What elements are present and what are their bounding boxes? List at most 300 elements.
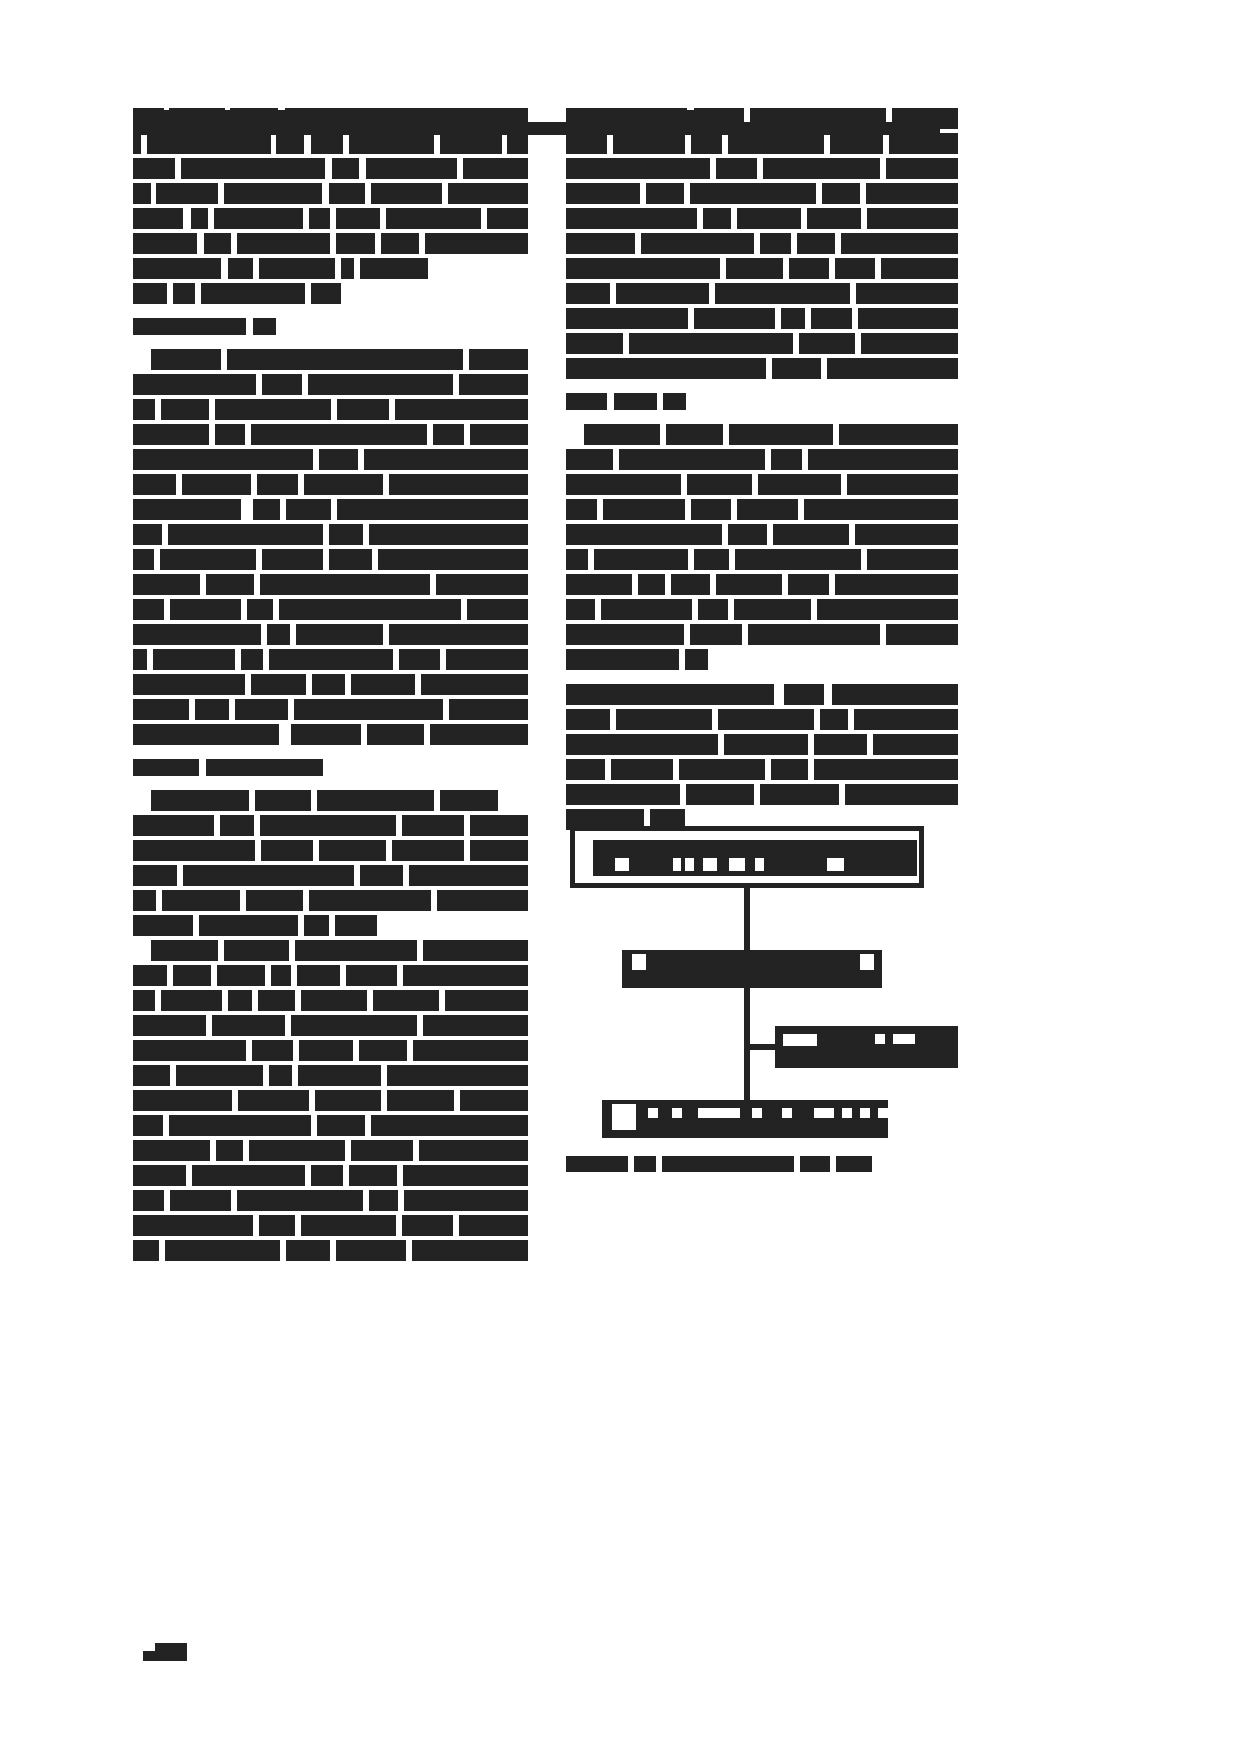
- text-line: [566, 158, 958, 179]
- redacted-word: [616, 283, 709, 304]
- redacted-word: [309, 208, 330, 229]
- redacted-word: [861, 333, 958, 354]
- redacted-word: [214, 208, 303, 229]
- redacted-word: [459, 374, 528, 395]
- figure-caption: [566, 1156, 958, 1172]
- redacted-word: [789, 258, 829, 279]
- text-line: [133, 424, 528, 445]
- redacted-word: [151, 349, 221, 370]
- redacted-word: [251, 674, 306, 695]
- redacted-word: [814, 734, 867, 755]
- text-line: [566, 759, 958, 780]
- redacted-word: [685, 649, 708, 670]
- redacted-word: [858, 308, 958, 329]
- redacted-word: [192, 1165, 305, 1186]
- text-line: [133, 183, 528, 204]
- redacted-word: [162, 890, 240, 911]
- redacted-word: [423, 1015, 528, 1036]
- redacted-word: [259, 1215, 295, 1236]
- redacted-word: [566, 283, 610, 304]
- connector-1-2: [744, 888, 750, 950]
- text-line: [133, 108, 528, 129]
- redacted-word: [566, 449, 613, 470]
- redacted-word: [336, 1240, 406, 1261]
- redacted-word: [373, 990, 439, 1011]
- redacted-word: [168, 524, 323, 545]
- left-text-column: [133, 108, 528, 1275]
- body-paragraph: [133, 349, 528, 745]
- redacted-word: [835, 574, 958, 595]
- redacted-word: [133, 1240, 159, 1261]
- redacted-word: [691, 499, 731, 520]
- text-line: [566, 233, 958, 254]
- redacted-word: [133, 318, 246, 335]
- redacted-word: [781, 308, 805, 329]
- redacted-word: [359, 1040, 407, 1061]
- redacted-word: [279, 599, 461, 620]
- redacted-word: [460, 1090, 528, 1111]
- redacted-word: [763, 158, 880, 179]
- redacted-word: [276, 133, 304, 154]
- redacted-word: [601, 599, 692, 620]
- redacted-word: [133, 474, 176, 495]
- redacted-word: [246, 890, 303, 911]
- redacted-word: [698, 599, 728, 620]
- text-line: [133, 699, 528, 720]
- redacted-word: [663, 393, 686, 410]
- redacted-word: [336, 208, 380, 229]
- redacted-word: [329, 549, 372, 570]
- redacted-word: [351, 1140, 413, 1161]
- redacted-word: [729, 424, 833, 445]
- label-word-gap: [783, 1034, 817, 1046]
- redacted-word: [173, 283, 195, 304]
- redacted-word: [566, 333, 623, 354]
- redacted-word: [404, 1190, 528, 1211]
- redacted-word: [133, 158, 175, 179]
- redacted-word: [814, 759, 958, 780]
- heading-line: [566, 393, 958, 410]
- redacted-word: [237, 233, 330, 254]
- redacted-word: [315, 1090, 381, 1111]
- redacted-word: [737, 499, 798, 520]
- redacted-word: [199, 915, 298, 936]
- text-line: [566, 574, 958, 595]
- redacted-word: [133, 283, 167, 304]
- redacted-word: [237, 1190, 363, 1211]
- redacted-word: [133, 133, 141, 154]
- redacted-word: [329, 183, 365, 204]
- redacted-word: [133, 183, 151, 204]
- redacted-word: [873, 734, 958, 755]
- text-line: [566, 499, 958, 520]
- redacted-word: [366, 158, 457, 179]
- redacted-word: [133, 574, 200, 595]
- redacted-word: [839, 424, 958, 445]
- redacted-word: [430, 724, 528, 745]
- redacted-word: [257, 474, 298, 495]
- redacted-word: [467, 599, 528, 620]
- redacted-word: [470, 840, 528, 861]
- redacted-word: [403, 1165, 528, 1186]
- redacted-word: [170, 1190, 231, 1211]
- text-line: [133, 1165, 528, 1186]
- text-line: [566, 108, 958, 129]
- redacted-word: [133, 549, 154, 570]
- text-line: [133, 1215, 528, 1236]
- redacted-word: [566, 158, 710, 179]
- redacted-word: [224, 183, 322, 204]
- redacted-word: [133, 1165, 186, 1186]
- redacted-word: [262, 374, 302, 395]
- redacted-word: [646, 183, 684, 204]
- text-line: [133, 990, 528, 1011]
- redacted-word: [224, 940, 289, 961]
- redacted-word: [151, 940, 218, 961]
- text-line: [566, 133, 958, 154]
- redacted-word: [830, 133, 883, 154]
- label-word-gap: [612, 1104, 636, 1130]
- redacted-word: [433, 424, 464, 445]
- redacted-word: [448, 183, 528, 204]
- redacted-word: [619, 449, 765, 470]
- redacted-word: [613, 133, 685, 154]
- redacted-word: [133, 624, 261, 645]
- redacted-word: [206, 574, 254, 595]
- redacted-word: [156, 183, 218, 204]
- body-paragraph: [133, 108, 528, 304]
- redacted-word: [267, 624, 290, 645]
- redacted-word: [260, 815, 396, 836]
- label-word-gap: [842, 1108, 852, 1118]
- redacted-word: [387, 1090, 454, 1111]
- text-line: [133, 674, 528, 695]
- text-line: [566, 474, 958, 495]
- redacted-word: [133, 990, 155, 1011]
- redacted-word: [784, 684, 824, 705]
- text-line: [133, 258, 528, 279]
- redacted-word: [364, 449, 528, 470]
- redacted-word: [726, 258, 783, 279]
- redacted-word: [133, 424, 209, 445]
- text-line: [133, 1015, 528, 1036]
- figure-caption-redaction: [800, 1156, 830, 1172]
- redacted-word: [133, 258, 221, 279]
- redacted-word: [772, 358, 821, 379]
- redacted-word: [317, 790, 434, 811]
- label-word-gap: [648, 1108, 658, 1118]
- text-line: [133, 1240, 528, 1261]
- body-paragraph: [566, 684, 958, 830]
- label-word-gap: [860, 1108, 870, 1118]
- redacted-word: [687, 474, 752, 495]
- redacted-word: [241, 649, 263, 670]
- redacted-word: [133, 1140, 210, 1161]
- redacted-word: [212, 1015, 285, 1036]
- redacted-word: [750, 108, 886, 129]
- redacted-word: [827, 358, 958, 379]
- redacted-word: [437, 890, 528, 911]
- text-line: [133, 574, 528, 595]
- redacted-word: [161, 990, 222, 1011]
- redacted-word: [470, 815, 528, 836]
- text-line: [566, 358, 958, 379]
- label-word-gap: [752, 1108, 762, 1118]
- redacted-word: [616, 709, 712, 730]
- text-line: [133, 1140, 528, 1161]
- redacted-word: [594, 549, 688, 570]
- text-line: [566, 208, 958, 229]
- redacted-word: [788, 574, 829, 595]
- redacted-word: [329, 524, 363, 545]
- redacted-word: [886, 158, 958, 179]
- redacted-word: [260, 574, 430, 595]
- text-line: [133, 965, 528, 986]
- redacted-word: [133, 449, 313, 470]
- text-line: [133, 524, 528, 545]
- redacted-word: [332, 158, 359, 179]
- redacted-word: [694, 308, 775, 329]
- redacted-word: [253, 499, 280, 520]
- redacted-word: [319, 449, 358, 470]
- text-line: [133, 208, 528, 229]
- redacted-word: [817, 599, 958, 620]
- redacted-word: [638, 574, 665, 595]
- redacted-word: [566, 684, 774, 705]
- redacted-word: [133, 208, 183, 229]
- node-4: [602, 1100, 888, 1138]
- redacted-word: [286, 1240, 330, 1261]
- redacted-word: [566, 649, 679, 670]
- redacted-word: [425, 233, 528, 254]
- redacted-word: [269, 649, 393, 670]
- text-line: [133, 724, 528, 745]
- text-line: [566, 524, 958, 545]
- text-line: [566, 684, 958, 705]
- label-word-gap: [827, 858, 844, 871]
- redacted-word: [566, 524, 722, 545]
- redacted-word: [133, 374, 256, 395]
- redacted-word: [566, 233, 635, 254]
- redacted-word: [216, 1140, 243, 1161]
- redacted-word: [215, 424, 245, 445]
- text-line: [133, 649, 528, 670]
- text-line: [566, 709, 958, 730]
- redacted-word: [566, 709, 610, 730]
- redacted-word: [822, 183, 860, 204]
- redacted-word: [133, 724, 279, 745]
- text-line: [566, 784, 958, 805]
- right-text-column: [566, 108, 958, 844]
- redacted-word: [133, 1115, 163, 1136]
- redacted-word: [133, 865, 177, 886]
- redacted-word: [889, 133, 958, 154]
- redacted-word: [360, 258, 428, 279]
- redacted-word: [269, 1065, 292, 1086]
- redacted-word: [566, 499, 597, 520]
- redacted-word: [381, 233, 419, 254]
- redacted-word: [421, 674, 528, 695]
- redacted-word: [566, 734, 718, 755]
- redacted-word: [230, 108, 278, 129]
- redacted-word: [133, 815, 214, 836]
- text-line: [566, 599, 958, 620]
- redacted-word: [735, 549, 861, 570]
- redacted-word: [160, 549, 256, 570]
- redacted-word: [566, 474, 681, 495]
- redacted-word: [892, 108, 958, 129]
- label-word-gap: [673, 858, 681, 871]
- redacted-word: [716, 158, 757, 179]
- redacted-word: [449, 699, 528, 720]
- redacted-word: [566, 624, 684, 645]
- redacted-word: [133, 1040, 246, 1061]
- redacted-word: [413, 1040, 528, 1061]
- label-word-gap: [875, 1034, 885, 1044]
- redacted-word: [227, 349, 463, 370]
- label-word-gap: [878, 1108, 900, 1118]
- redacted-word: [419, 1140, 528, 1161]
- redacted-word: [629, 333, 793, 354]
- text-line: [133, 790, 528, 811]
- redacted-word: [389, 624, 528, 645]
- text-line: [133, 840, 528, 861]
- redacted-word: [259, 258, 335, 279]
- redacted-word: [291, 724, 361, 745]
- redacted-word: [217, 965, 265, 986]
- text-line: [566, 449, 958, 470]
- redacted-word: [311, 1165, 343, 1186]
- redacted-word: [220, 815, 254, 836]
- redacted-word: [337, 499, 528, 520]
- redacted-word: [445, 990, 528, 1011]
- text-line: [133, 1040, 528, 1061]
- heading-line: [133, 759, 528, 776]
- redacted-word: [291, 1015, 417, 1036]
- redacted-word: [728, 133, 824, 154]
- redacted-word: [206, 759, 323, 776]
- redacted-word: [181, 158, 325, 179]
- redacted-word: [409, 865, 528, 886]
- redacted-word: [703, 208, 731, 229]
- redacted-word: [341, 258, 354, 279]
- redacted-word: [147, 133, 271, 154]
- text-line: [133, 374, 528, 395]
- redacted-word: [182, 474, 251, 495]
- redacted-word: [295, 940, 417, 961]
- redacted-word: [133, 1015, 206, 1036]
- redacted-word: [304, 474, 383, 495]
- redacted-word: [811, 308, 852, 329]
- redacted-word: [566, 599, 595, 620]
- redacted-word: [387, 1065, 528, 1086]
- redacted-word: [335, 915, 377, 936]
- redacted-word: [392, 840, 464, 861]
- redacted-word: [773, 524, 849, 545]
- figure-caption-redaction: [634, 1156, 656, 1172]
- redacted-word: [469, 349, 528, 370]
- redacted-word: [603, 499, 685, 520]
- redacted-word: [133, 890, 156, 911]
- redacted-word: [238, 1090, 309, 1111]
- redacted-word: [296, 624, 383, 645]
- node-1-label-redaction: [593, 840, 917, 876]
- text-line: [133, 890, 528, 911]
- redacted-word: [161, 399, 209, 420]
- redacted-word: [436, 574, 528, 595]
- redacted-word: [297, 965, 340, 986]
- redacted-word: [403, 965, 528, 986]
- redacted-word: [412, 1240, 528, 1261]
- redacted-word: [271, 965, 291, 986]
- redacted-word: [716, 574, 782, 595]
- redacted-word: [319, 840, 386, 861]
- redacted-word: [440, 133, 502, 154]
- section-heading: [566, 393, 958, 410]
- redacted-word: [204, 233, 231, 254]
- redacted-word: [133, 1215, 253, 1236]
- redacted-word: [804, 499, 958, 520]
- redacted-word: [402, 1215, 453, 1236]
- redacted-word: [133, 759, 199, 776]
- label-word-gap: [698, 1108, 740, 1118]
- redacted-word: [771, 759, 808, 780]
- label-word-gap: [782, 1108, 792, 1118]
- text-line: [133, 158, 528, 179]
- text-line: [133, 549, 528, 570]
- redacted-word: [378, 549, 528, 570]
- redacted-word: [262, 549, 323, 570]
- text-line: [566, 283, 958, 304]
- text-line: [566, 183, 958, 204]
- text-line: [133, 815, 528, 836]
- redacted-word: [311, 133, 343, 154]
- label-word-gap: [615, 858, 629, 871]
- redacted-word: [666, 424, 723, 445]
- redacted-word: [228, 990, 252, 1011]
- body-paragraph: [566, 424, 958, 670]
- redacted-word: [841, 233, 958, 254]
- redacted-word: [195, 699, 229, 720]
- redacted-word: [799, 333, 855, 354]
- redacted-word: [286, 499, 331, 520]
- redacted-word: [686, 784, 754, 805]
- section-heading: [133, 759, 528, 776]
- redacted-word: [170, 599, 241, 620]
- redacted-word: [133, 108, 164, 129]
- redacted-word: [183, 865, 354, 886]
- label-word-gap: [703, 858, 717, 871]
- text-line: [566, 258, 958, 279]
- redacted-word: [312, 674, 345, 695]
- redacted-word: [856, 283, 958, 304]
- redacted-word: [797, 233, 835, 254]
- redacted-word: [470, 424, 528, 445]
- redacted-word: [724, 734, 808, 755]
- redacted-word: [369, 1190, 398, 1211]
- redacted-word: [402, 815, 464, 836]
- label-word-gap: [860, 954, 874, 970]
- redacted-word: [133, 915, 193, 936]
- redacted-word: [584, 424, 660, 445]
- redacted-word: [301, 1215, 396, 1236]
- redacted-word: [395, 399, 528, 420]
- redacted-word: [832, 684, 958, 705]
- redacted-word: [566, 759, 605, 780]
- redacted-word: [566, 133, 607, 154]
- redacted-word: [191, 208, 208, 229]
- redacted-word: [151, 790, 249, 811]
